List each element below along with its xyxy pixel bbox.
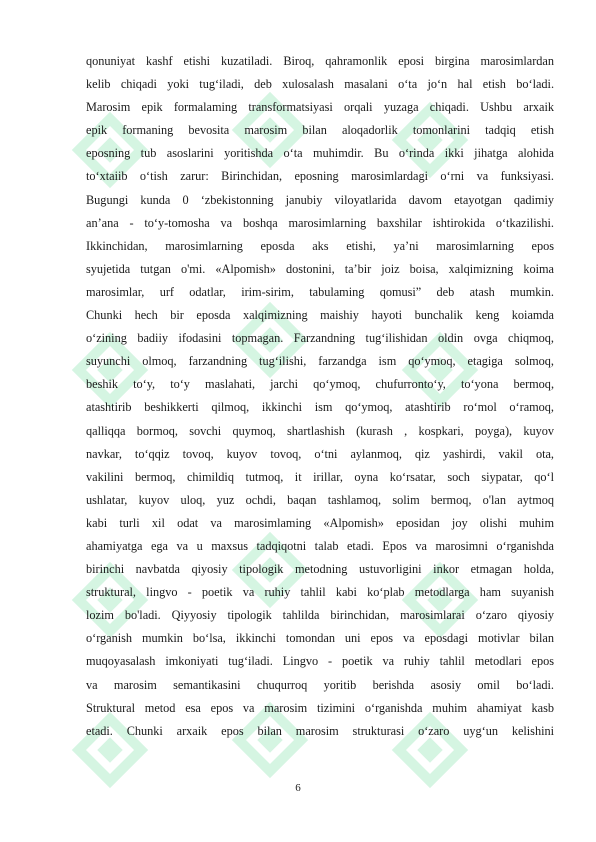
text-line: lozim bo'ladi. Qiyyosiy tipologik tahlilda birinchidan, marosimlarai o‘zaro qiyosiy — [86, 608, 554, 623]
text-line: struktural, lingvo - poetik va ruhiy tahlil kabi ko‘plab metodlarga ham suyanish — [86, 585, 554, 600]
text-line: ahamiyatga ega va u maxsus tadqiqotni talab etadi. Epos va marosimni o‘rganishda — [86, 538, 554, 553]
text-line: Marosim epik formalaming transformatsiyasi orqali yuzaga chiqadi. Ushbu arxaik — [86, 100, 554, 115]
text-line: epik formaning bevosita marosim bilan aloqadorlik tomonlarini tadqiq etish — [86, 123, 554, 138]
text-line: Struktural metod esa epos va marosim tizimini o‘rganishda muhim ahamiyat kasb — [86, 700, 554, 715]
text-line: muqoyasalash imkoniyati tug‘iladi. Lingvo - poetik va ruhiy tahlil metodlari epos — [86, 654, 554, 669]
text-line: Chunki hech bir eposda xalqimizning maishiy hayoti bunchalik keng koiamda — [86, 308, 554, 323]
text-line: birinchi navbatda qiyosiy tipologik metodning ustuvorligini inkor etmagan holda, — [86, 562, 554, 577]
text-line: va marosim semantikasini chuqurroq yoritib berishda asosiy omil bo‘ladi. — [86, 677, 554, 692]
text-line: eposning tub asoslarini yoritishda o‘ta muhimdir. Bu o‘rinda ikki jihatga alohida — [86, 146, 554, 161]
text-line: marosimlar, urf odatlar, irim-sirim, tabulaming qomusi” deb atash mumkin. — [86, 284, 554, 299]
text-line: beshik to‘y, to‘y maslahati, jarchi qo‘ymoq, chufurronto‘y, to‘yona bermoq, — [86, 377, 554, 392]
text-line: ushlatar, kuyov uloq, yuz ochdi, baqan tashlamoq, solim bermoq, o'lan aytmoq — [86, 492, 554, 507]
body-text — [86, 50, 554, 743]
text-line: vakilini bermoq, chimildiq tutmoq, it irillar, oyna ko‘rsatar, soch siypatar, qo‘l — [86, 469, 554, 484]
page-number: 6 — [295, 782, 301, 794]
text-line: to‘xtaiib o‘tish zarur: Birinchidan, eposning marosimlardagi o‘rni va funksiyasi. — [86, 169, 554, 184]
text-line: Ikkinchidan, marosimlarning eposda aks etishi, ya’ni marosimlarning epos — [86, 238, 554, 253]
text-line: navkar, to‘qqiz tovoq, kuyov tovoq, o‘tni aylanmoq, qiz yashirdi, vakil ota, — [86, 446, 554, 461]
text-line: etadi. Chunki arxaik epos bilan marosim strukturasi o‘zaro uyg‘un kelishini — [86, 723, 554, 738]
text-line: Bugungi kunda 0 ‘zbekistonning janubiy viloyatlarida davom etayotgan qadimiy — [86, 192, 554, 207]
text-line: o‘zining badiiy ifodasini topmagan. Farzandning tug‘ilishidan oldin ovga chiqmoq, — [86, 331, 554, 346]
text-line: kabi turli xil odat va marosimlaming «Alpomish» eposidan joy olishi muhim — [86, 515, 554, 530]
text-line: kelib chiqadi yoki tug‘iladi, deb xulosalash masalani o‘ta jo‘n hal etish bo‘ladi. — [86, 77, 554, 92]
text-line: atashtirib beshikkerti qilmoq, ikkinchi ism qo‘ymoq, atashtirib ro‘mol o‘ramoq, — [86, 400, 554, 415]
text-line: an’ana - to‘y-tomosha va boshqa marosimlarning baxshilar ishtirokida o‘tkazilishi. — [86, 215, 554, 230]
text-line: qalliqqa bormoq, sovchi quymoq, shartlashish (kurash , kospkari, poyga), kuyov — [86, 423, 554, 438]
text-line: o‘rganish mumkin bo‘lsa, ikkinchi tomondan uni epos va eposdagi motivlar bilan — [86, 631, 554, 646]
text-line: qonuniyat kashf etishi kuzatiladi. Biroq, qahramonlik eposi birgina marosimlardan — [86, 54, 554, 68]
text-line: syujetida tutgan o'mi. «Alpomish» dostonini, ta’bir joiz boisa, xalqimizning koima — [86, 261, 554, 276]
text-line: suyunchi olmoq, farzandning tug‘ilishi, farzandga ism qo‘ymoq, etagiga solmoq, — [86, 354, 554, 369]
